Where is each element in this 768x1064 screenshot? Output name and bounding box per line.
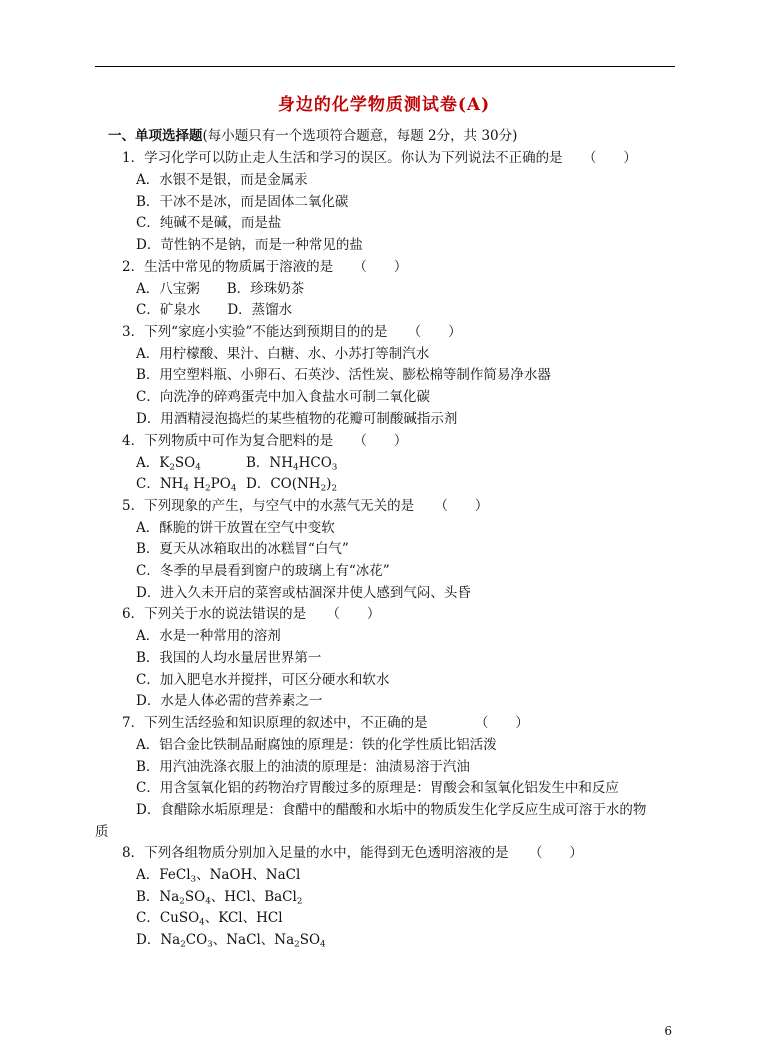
question-6-option-d: D．水是人体必需的营养素之一 <box>136 693 323 709</box>
question-6-option-a: A．水是一种常用的溶剂 <box>136 628 281 644</box>
question-3-option-a: A．用柠檬酸、果汁、白糖、水、小苏打等制汽水 <box>136 346 430 362</box>
question-8-option-c: C．CuSO$_4$、KCl、HCl <box>136 910 283 928</box>
question-4-option-c: C．$NH_4$ $H_2PO_4$ <box>136 476 237 494</box>
question-5-option-c: C．冬季的早晨看到窗户的玻璃上有“冰花” <box>136 563 390 579</box>
question-8-option-a: A．FeCl$_3$、NaOH、NaCl <box>136 867 301 885</box>
question-3-option-c: C．向洗净的碎鸡蛋壳中加入食盐水可制二氧化碳 <box>136 389 430 405</box>
question-7-option-d-wrap: 质 <box>95 824 109 840</box>
question-1-option-b: B．干冰不是冰，而是固体二氧化碳 <box>136 194 349 210</box>
question-7-option-a: A．铝合金比铁制品耐腐蚀的原理是：铁的化学性质比铝活泼 <box>136 737 497 753</box>
question-8-option-d: D．$Na_2CO_3$、NaCl、$Na_2SO_4$ <box>136 932 326 950</box>
question-4-option-a: A．$K_2SO_4$ <box>136 455 201 473</box>
question-4-option-d: D．$CO(NH_2)_2$ <box>246 476 338 494</box>
question-3-option-d: D．用酒精浸泡捣烂的某些植物的花瓣可制酸碱指示剂 <box>136 411 458 427</box>
question-5-option-d: D．进入久未开启的菜窖或枯涸深井使人感到气闷、头昏 <box>136 585 471 601</box>
question-1-option-c: C．纯碱不是碱，而是盐 <box>136 215 282 231</box>
question-3-option-b: B．用空塑料瓶、小卵石、石英沙、活性炭、膨松棉等制作简易净水器 <box>136 367 551 383</box>
question-1-stem: 1．学习化学可以防止走人生活和学习的误区。你认为下列说法不正确的是 （ ） <box>122 150 637 166</box>
question-2-stem: 2．生活中常见的物质属于溶液的是 （ ） <box>122 259 408 275</box>
section-note: (每小题只有一个选项符合题意，每题 2分，共 30分) <box>202 128 518 144</box>
question-4-option-b: B．$NH_4HCO_3$ <box>246 455 338 473</box>
question-7-option-c: C．用含氢氧化铝的药物治疗胃酸过多的原理是：胃酸会和氢氧化铝发生中和反应 <box>136 780 619 796</box>
question-6-stem: 6．下列关于水的说法错误的是 （ ） <box>122 606 381 622</box>
section-heading <box>108 124 517 144</box>
question-6-option-b: B．我国的人均水量居世界第一 <box>136 650 322 666</box>
question-2-options-ab: A．八宝粥 B．珍珠奶茶 <box>136 281 305 297</box>
question-7-option-b: B．用汽油洗涤衣服上的油渍的原理是：油渍易溶于汽油 <box>136 759 470 775</box>
header-rule <box>95 66 675 67</box>
question-5-stem: 5．下列现象的产生，与空气中的水蒸气无关的是 （ ） <box>122 498 489 514</box>
section-label: 一、单项选择题 <box>108 128 203 144</box>
question-5-option-b: B．夏天从冰箱取出的冰糕冒“白气” <box>136 541 349 557</box>
question-7-option-d: D．食醋除水垢原理是：食醋中的醋酸和水垢中的物质发生化学反应生成可溶于水的物 <box>136 802 647 818</box>
question-1-option-d: D．苛性钠不是钠，而是一种常见的盐 <box>136 237 363 253</box>
question-2-options-cd: C．矿泉水 D．蒸馏水 <box>136 302 293 318</box>
question-3-stem: 3．下列“家庭小实验”不能达到预期目的的是 （ ） <box>122 324 462 340</box>
question-5-option-a: A．酥脆的饼干放置在空气中变软 <box>136 520 335 536</box>
page-title: 身边的化学物质测试卷(A) <box>277 95 491 115</box>
question-8-option-b: B．$Na_2SO_4$、HCl、BaCl$_2$ <box>136 889 303 907</box>
question-7-stem: 7．下列生活经验和知识原理的叙述中，不正确的是 （ ） <box>122 715 529 731</box>
question-4-stem: 4．下列物质中可作为复合肥料的是 （ ） <box>122 433 408 449</box>
question-1-option-a: A．水银不是银，而是金属汞 <box>136 172 308 188</box>
page-number: 6 <box>664 1024 672 1038</box>
question-8-stem: 8．下列各组物质分别加入足量的水中，能得到无色透明溶液的是 （ ） <box>122 845 583 861</box>
question-6-option-c: C．加入肥皂水并搅拌，可区分硬水和软水 <box>136 672 390 688</box>
